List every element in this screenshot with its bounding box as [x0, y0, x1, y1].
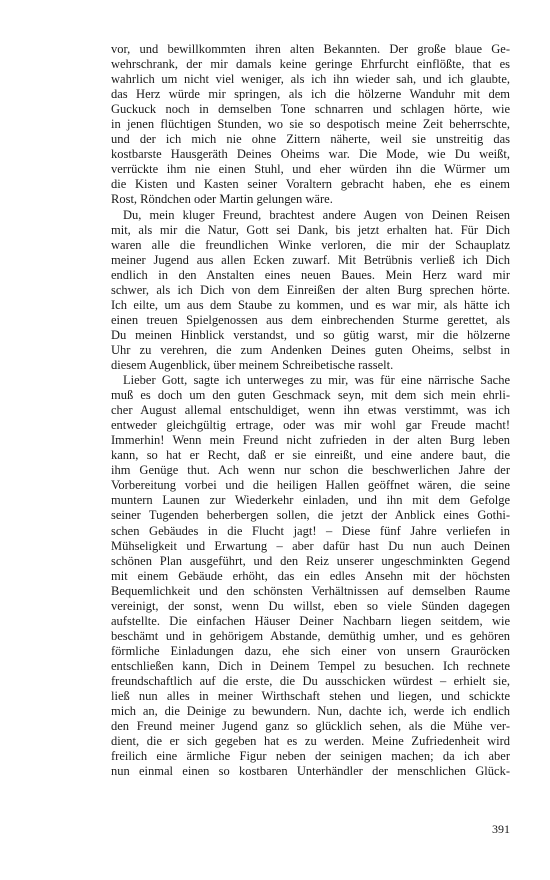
text-line: ihm Genüge thut. Ach wenn nur schon die beschwerlichen Jahre der	[111, 463, 510, 478]
text-line: einen treuen Spielgenossen aus dem einbrechenden Sturme gerettet, als	[111, 312, 510, 327]
text-line: vereinigt, der sonst, wenn Du willst, eben so viele Sünden dagegen	[111, 598, 510, 613]
text-line: endlich in den Anstalten eines neuen Baues. Mein Herz ward mir	[111, 267, 510, 282]
text-line: Guckuck noch in demselben Tone schnarren und schlagen hörte, wie	[111, 102, 510, 117]
text-line: waren alle die freundlichen Winke verloren, die mir der Schauplatz	[111, 237, 510, 252]
text-line: das Herz würde mir springen, als ich die hölzerne Wanduhr mit dem	[111, 87, 510, 102]
text-line: entschließen kann, Dich in Deinem Tempel zu besuchen. Ich rechnete	[111, 658, 510, 673]
text-line: Bequemlichkeit und den schönsten Verhältnissen auf demselben Raume	[111, 583, 510, 598]
text-line: verrückte ihm nie einen Stuhl, und eher würden ihn die Würmer um	[111, 162, 510, 177]
text-line: freundschaftlich auf die erste, die Du ausschicken würdest – erhielt sie,	[111, 673, 510, 688]
text-line: förmliche Einladungen dazu, ehe sich einer von unsern Grauröcken	[111, 643, 510, 658]
text-line: mich an, die Deinige zu bewundern. Nun, dachte ich, werde ich endlich	[111, 704, 510, 719]
text-line: diesem Augenblick, über meinem Schreibetische rasselt.	[111, 357, 394, 372]
text-line: mit einem Gebäude erhöht, das ein edles Ansehn mit der höchsten	[111, 568, 510, 583]
text-line: muß es doch um den guten Geschmack seyn, mit dem sich mein ehrli-	[111, 388, 510, 403]
text-line: muntern Launen zur Wiederkehr einladen, und ihn mit dem Gefolge	[111, 493, 510, 508]
text-line: schen Gebäudes in die Flucht jagt! – Diese fünf Jahre verliefen in	[111, 523, 510, 538]
text-line: in jenen flüchtigen Stunden, wo sie so despotisch meine Zeit beherrschte,	[111, 117, 510, 132]
text-line: die Kisten und Kasten seiner Voraltern gebracht haben, ehe es einem	[111, 177, 510, 192]
page-number: 391	[492, 822, 510, 836]
text-line: wahrlich um nicht viel weniger, als ich ihn wieder sah, und ich glaubte,	[111, 72, 510, 87]
text-line: Immerhin! Wenn mein Freund nicht zufrieden in der alten Burg leben	[111, 433, 510, 448]
text-line: Du, mein kluger Freund, brachtest andere Augen von Deinen Reisen	[123, 207, 510, 222]
text-line: seiner Tugenden beherbergen sollen, die jetzt der Anblick eines Gothi-	[111, 508, 510, 523]
text-line: Vorbereitung vorbei und die heiligen Hallen geöffnet wären, die seine	[111, 478, 510, 493]
text-line: mit, als mir die Natur, Gott sei Dank, bis jetzt erhalten hat. Für Dich	[111, 222, 510, 237]
text-line: dient, die er sich gegeben hat es zu werden. Meine Zufriedenheit wird	[111, 734, 510, 749]
text-line: Du meinen Hinblick verstandst, und so gütig warst, mir die hölzerne	[111, 327, 510, 342]
text-line: ließ nun alles in meiner Wirthschaft stehen und liegen, und schickte	[111, 689, 510, 704]
text-line: schwer, als ich Dich von dem Einreißen der alten Burg sprechen hörte.	[111, 282, 510, 297]
text-line: Rost, Röndchen oder Martin gelungen wäre.	[111, 192, 333, 207]
text-line: beschämt und in gehörigem Abstande, demüthig umher, und es gehören	[111, 628, 510, 643]
text-line: kann, so hat er Recht, daß er sie einreißt, und eine andere baut, die	[111, 448, 510, 463]
text-line: und der ich mich nie ohne Zittern näherte, weil sie unstreitig das	[111, 132, 510, 147]
text-line: wehrschrank, der mir damals keine geringe Ehrfurcht einflößte, that es	[111, 57, 510, 72]
text-line: schönen Plan ausgeführt, und den Reiz unserer ungeschminkten Gegend	[111, 553, 510, 568]
text-line: Lieber Gott, sagte ich unterweges zu mir, was für eine närrische Sache	[123, 373, 510, 388]
text-line: Uhr zu verehren, die zum Andenken Deines guten Oheims, selbst in	[111, 342, 510, 357]
text-line: kostbarste Hausgeräth Deines Oheims war. Die Mode, wie Du weißt,	[111, 147, 510, 162]
text-line: aufstellte. Die einfachen Häuser Deiner Nachbarn liegen seitdem, wie	[111, 613, 510, 628]
text-line: freilich eine ärmliche Figur neben der seinigen machen; da ich aber	[111, 749, 510, 764]
text-line: vor, und bewillkommten ihren alten Bekannten. Der große blaue Ge-	[111, 42, 510, 56]
text-line: Mühseligkeit und Erwartung – aber dafür hast Du nun auch Deinen	[111, 538, 510, 553]
text-line: Ich eilte, um aus dem Staube zu kommen, und es war mir, als hätte ich	[111, 297, 510, 312]
text-line: nun einmal einen so kostbaren Unterhändler der menschlichen Glück-	[111, 764, 510, 779]
body-text	[111, 42, 510, 779]
text-line: entweder gleichgültig ertrage, oder was mir wohl gar Freude macht!	[111, 418, 510, 433]
text-line: meiner Jugend aus allen Ecken zuwarf. Mit Betrübnis verließ ich Dich	[111, 252, 510, 267]
text-line: den Freund meiner Jugend ganz so glücklich sehen, als die Mühe ver-	[111, 719, 510, 734]
text-line: cher August allemal entschuldiget, wenn ihn etwas verstimmt, was ich	[111, 403, 510, 418]
